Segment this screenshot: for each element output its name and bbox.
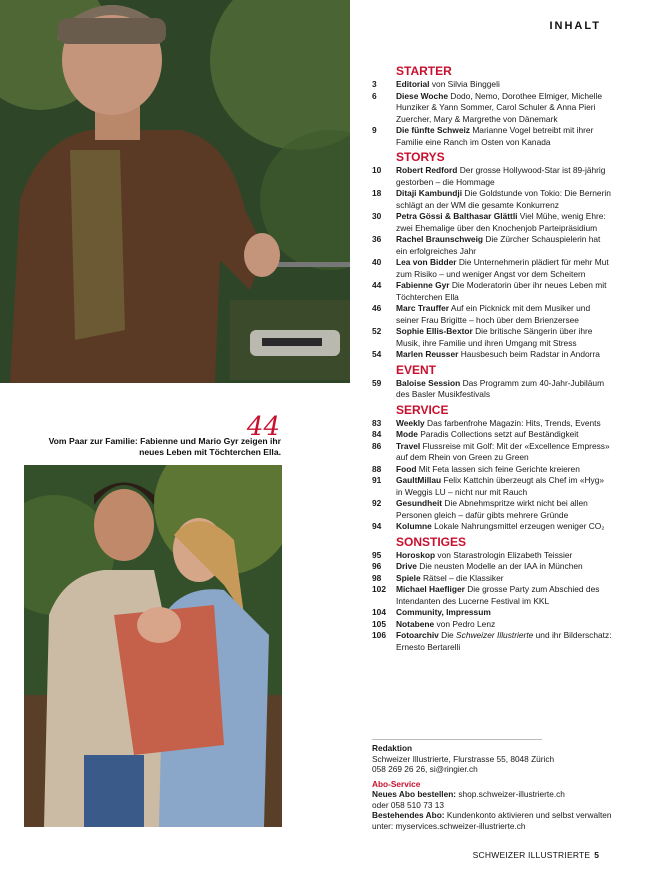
toc-entry-text	[396, 303, 612, 326]
section-title-event: EVENT	[396, 362, 437, 377]
neues-abo-link[interactable]: shop.schweizer-illustrierte.ch	[456, 789, 565, 799]
section-title-sonstiges: SONSTIGES	[396, 534, 467, 549]
magazine-name: SCHWEIZER ILLUSTRIERTE	[472, 850, 591, 860]
toc-page-number: 94	[372, 521, 382, 531]
toc-page-number: 46	[372, 303, 382, 313]
toc-entry-description: Die Abnehmspritze wirkt nicht bei allen Personen gleich – dafür gibts mehrere Gründe	[396, 498, 588, 520]
toc-entry-title: Michael Haefliger	[396, 584, 465, 594]
neues-abo-phone: oder 058 510 73 13	[372, 799, 444, 810]
toc-entry[interactable]	[372, 79, 612, 91]
toc-page-number: 36	[372, 234, 382, 244]
toc-page-number: 106	[372, 630, 386, 640]
toc-entry-text	[396, 326, 612, 349]
toc-page-number: 104	[372, 607, 386, 617]
family-illustration	[24, 465, 282, 827]
toc-entry-title: Weekly	[396, 417, 425, 428]
toc-entry-description: Rätsel – die Klassiker	[420, 572, 504, 583]
toc-page-number: 9	[372, 125, 377, 135]
toc-entry-title: Robert Redford	[396, 165, 458, 175]
toc-entry-text	[396, 498, 612, 521]
toc-entry-description: Dodo, Nemo, Dorothee Elmiger, Michelle Hunziker & Yann Sommer, Carol Schuler & Anna Pieri Zuercher, Mary & Margrethe von Dänemark	[396, 90, 603, 124]
toc-entry-description: Lokale Nahrungsmittel erzeugen weniger CO₂	[431, 521, 605, 531]
toc-entry[interactable]	[372, 188, 612, 211]
toc-entry-description: Auf ein Picknick mit dem Musiker und seiner Frau Brigitte – hoch über dem Brienzersee	[396, 303, 591, 325]
toc-entry[interactable]	[372, 165, 612, 188]
redaktion-heading: Redaktion	[372, 743, 413, 753]
toc-entry-title: Ditaji Kambundji	[396, 188, 463, 198]
toc-entry[interactable]	[372, 280, 612, 303]
toc-entry[interactable]	[372, 521, 612, 533]
toc-entry-description: Felix Kattchin überzeugt als Chef im «Hyg» in Weggis LU – nicht nur mit Rauch	[396, 475, 605, 497]
toc-page-number: 105	[372, 618, 386, 629]
toc-entry-title: Horoskop	[396, 549, 436, 560]
toc-entry-description: Die Zürcher Schauspielerin hat ein erfolgreiches Jahr	[396, 234, 601, 256]
toc-entry-description: von Pedro Lenz	[434, 618, 496, 629]
toc-entry[interactable]	[372, 125, 612, 148]
toc-entry-title: Marlen Reusser	[396, 349, 459, 359]
page-number: 5	[594, 850, 599, 860]
toc-page-number: 102	[372, 584, 386, 594]
toc-page-number: 92	[372, 498, 382, 508]
toc-page-number: 10	[372, 165, 382, 175]
redaktion-box	[372, 739, 612, 831]
toc-entry[interactable]	[372, 584, 612, 607]
neues-abo-line	[372, 789, 612, 800]
toc-entry-description: Hausbesuch beim Radstar in Andorra	[458, 349, 600, 359]
bestehendes-abo-text[interactable]: Kundenkonto aktivieren und selbst verwalten unter: myservices.schweizer-illustrierte.ch	[372, 810, 612, 831]
toc-entry-text	[396, 429, 612, 441]
toc-entry-title: Die fünfte Schweiz	[396, 125, 470, 135]
toc-entry-title: GaultMillau	[396, 475, 442, 485]
toc-entry[interactable]	[372, 464, 612, 476]
toc-entry-title: Baloise Session	[396, 377, 461, 388]
toc-entry-text	[396, 165, 612, 188]
toc-entry-text	[396, 418, 612, 430]
toc-entry-description: Die neusten Modelle an der IAA in München	[416, 561, 583, 571]
toc-entry-text	[396, 91, 612, 126]
toc-entry[interactable]	[372, 573, 612, 585]
toc-entry-text	[396, 619, 612, 631]
caption-page-number: 44	[246, 412, 280, 442]
toc-entry[interactable]	[372, 619, 612, 631]
redaktion-address: Schweizer Illustrierte, Flurstrasse 55, 8048 Zürich	[372, 753, 555, 764]
toc-entry-text	[396, 550, 612, 562]
toc-entry-title: Editorial	[396, 79, 430, 89]
divider	[372, 739, 542, 740]
toc-page-number: 88	[372, 463, 382, 474]
toc-page-number: 83	[372, 417, 382, 428]
toc-entry-description: Die	[438, 630, 457, 640]
toc-entry-description: Flussreise mit Golf: Mit der «Excellence Empress» auf dem Rhein von Green zu Green	[396, 440, 610, 462]
toc-entry-description: Marianne Vogel betreibt mit ihrer Familie eine Ranch im Osten von Kanada	[396, 125, 594, 147]
toc-entry-text	[396, 584, 612, 607]
toc-page-number: 40	[372, 257, 382, 267]
toc-entry[interactable]	[372, 326, 612, 349]
toc-entry-title: Mode	[396, 429, 418, 439]
toc-entry-description: von Starastrologin Elizabeth Teissier	[435, 549, 573, 560]
page-title: INHALT	[549, 20, 601, 32]
toc-entry[interactable]	[372, 418, 612, 430]
toc-entry[interactable]	[372, 234, 612, 257]
toc-entry[interactable]	[372, 91, 612, 126]
neues-abo-label: Neues Abo bestellen:	[372, 789, 457, 799]
gyr-family-photo	[24, 465, 282, 827]
photo-caption: Vom Paar zur Familie: Fabienne und Mario Gyr zeigen ihr neues Leben mit Töchterchen Ella.	[48, 436, 281, 457]
toc-entry-text	[396, 561, 612, 573]
toc-entry[interactable]	[372, 441, 612, 464]
toc-entry-text	[396, 464, 612, 476]
toc-page-number: 54	[372, 349, 382, 359]
toc-entry-title: Kolumne	[396, 521, 432, 531]
toc-entry-description: von Silvia Binggeli	[429, 79, 500, 89]
robert-redford-illustration	[0, 0, 350, 383]
toc-entry-title: Lea von Bidder	[396, 257, 457, 267]
toc-entry-description: Das farbenfrohe Magazin: Hits, Trends, Events	[424, 417, 601, 428]
toc-page-number: 6	[372, 90, 377, 101]
section-title-starter: STARTER	[396, 64, 452, 78]
toc-entry-description: Paradis Collections setzt auf Beständigkeit	[417, 429, 579, 439]
toc-entry-text	[396, 441, 612, 464]
toc-entry[interactable]	[372, 211, 612, 234]
toc-entry-title: Travel	[396, 440, 421, 451]
toc-entry-text	[396, 188, 612, 211]
toc-page-number: 44	[372, 280, 382, 290]
toc-entry-text	[396, 234, 612, 257]
toc-entry-description-2: und ihr Bilderschatz: Ernesto Bertarelli	[396, 630, 612, 652]
toc-entry[interactable]	[372, 303, 612, 326]
toc-entry-description: Die Unternehmerin plädiert für mehr Mut zum Risiko – und weniger Angst vor dem Scheitern	[396, 257, 609, 279]
toc-page-number: 18	[372, 188, 382, 198]
toc-entry-title: Fotoarchiv	[396, 630, 439, 640]
toc-entry-title: Community, Impressum	[396, 607, 491, 617]
toc-page-number: 86	[372, 440, 382, 451]
toc-entry-text	[396, 349, 612, 361]
bestehendes-abo-label: Bestehendes Abo:	[372, 810, 445, 820]
toc-entry-text	[396, 607, 612, 619]
toc-page-number: 59	[372, 377, 382, 388]
abo-service-heading: Abo-Service	[372, 778, 421, 789]
section-title-service: SERVICE	[396, 402, 449, 417]
toc-entry-description: Das Programm zum 40-Jahr-Jubiläum des Basler Musikfestivals	[396, 377, 605, 399]
toc-page-number: 98	[372, 572, 382, 583]
toc-entry-text	[396, 521, 612, 533]
table-of-contents	[372, 62, 612, 653]
toc-entry-description: Der grosse Hollywood-Star ist 89-jährig gestorben – die Hommage	[396, 165, 606, 187]
toc-entry-description: Die Goldstunde von Tokio: Die Bernerin schlägt an der WM die gesamte Konkurrenz	[396, 188, 611, 210]
toc-entry-text	[396, 125, 612, 148]
toc-entry[interactable]	[372, 561, 612, 573]
toc-page-number: 91	[372, 475, 382, 485]
toc-entry-description: Die grosse Party zum Abschied des Intendanten des Lucerne Festival im KKL	[396, 584, 600, 606]
toc-entry-title: Petra Gössi & Balthasar Glättli	[396, 211, 518, 221]
toc-entry[interactable]	[372, 475, 612, 498]
toc-entry[interactable]	[372, 429, 612, 441]
toc-page-number: 3	[372, 79, 377, 89]
toc-entry-text	[396, 573, 612, 585]
toc-entry-text	[396, 79, 612, 91]
toc-page-number: 52	[372, 326, 382, 336]
toc-page-number: 30	[372, 211, 382, 221]
toc-entry-title: Rachel Braunschweig	[396, 234, 484, 244]
toc-entry[interactable]	[372, 349, 612, 361]
toc-entry[interactable]	[372, 550, 612, 562]
toc-entry-title: Drive	[396, 561, 417, 571]
toc-entry-title: Diese Woche	[396, 90, 448, 101]
toc-page-number: 96	[372, 561, 382, 571]
toc-entry[interactable]	[372, 630, 612, 653]
toc-entry-italic: Schweizer Illustrierte	[456, 630, 534, 640]
toc-entry-description: Die britische Sängerin über ihre Musik, ihre Familie und ihren Umgang mit Stress	[396, 326, 593, 348]
redaktion-contact: 058 269 26 26, si@ringier.ch	[372, 764, 478, 774]
toc-entry-title: Fabienne Gyr	[396, 280, 450, 290]
section-title-storys: STORYS	[396, 150, 445, 164]
toc-page-number: 95	[372, 549, 382, 560]
page-footer	[473, 850, 599, 860]
toc-entry[interactable]	[372, 498, 612, 521]
toc-entry-title: Gesundheit	[396, 498, 443, 508]
robert-redford-photo	[0, 0, 350, 383]
toc-entry-text	[396, 211, 612, 234]
toc-entry-title: Notabene	[396, 618, 435, 629]
toc-entry-title: Spiele	[396, 572, 421, 583]
toc-entry-title: Sophie Ellis-Bextor	[396, 326, 473, 336]
toc-entry-description: Mit Feta lassen sich feine Gerichte kreieren	[416, 463, 580, 474]
toc-entry-description: Viel Mühe, wenig Ehre: zwei Ehemalige über den Knochenjob Parteipräsidium	[396, 211, 606, 233]
toc-entry-text	[396, 280, 612, 303]
toc-entry-title: Marc Trauffer	[396, 303, 450, 313]
toc-entry-title: Food	[396, 463, 417, 474]
toc-entry-description: Die Moderatorin über ihr neues Leben mit Töchterchen Ella	[396, 280, 607, 302]
toc-entry[interactable]	[372, 257, 612, 280]
toc-entry-text	[396, 630, 612, 653]
toc-entry[interactable]	[372, 378, 612, 401]
toc-entry-text	[396, 378, 612, 401]
toc-entry-text	[396, 475, 612, 498]
bestehendes-abo-line	[372, 810, 612, 831]
toc-entry[interactable]	[372, 607, 612, 619]
toc-page-number: 84	[372, 429, 382, 439]
toc-entry-text	[396, 257, 612, 280]
